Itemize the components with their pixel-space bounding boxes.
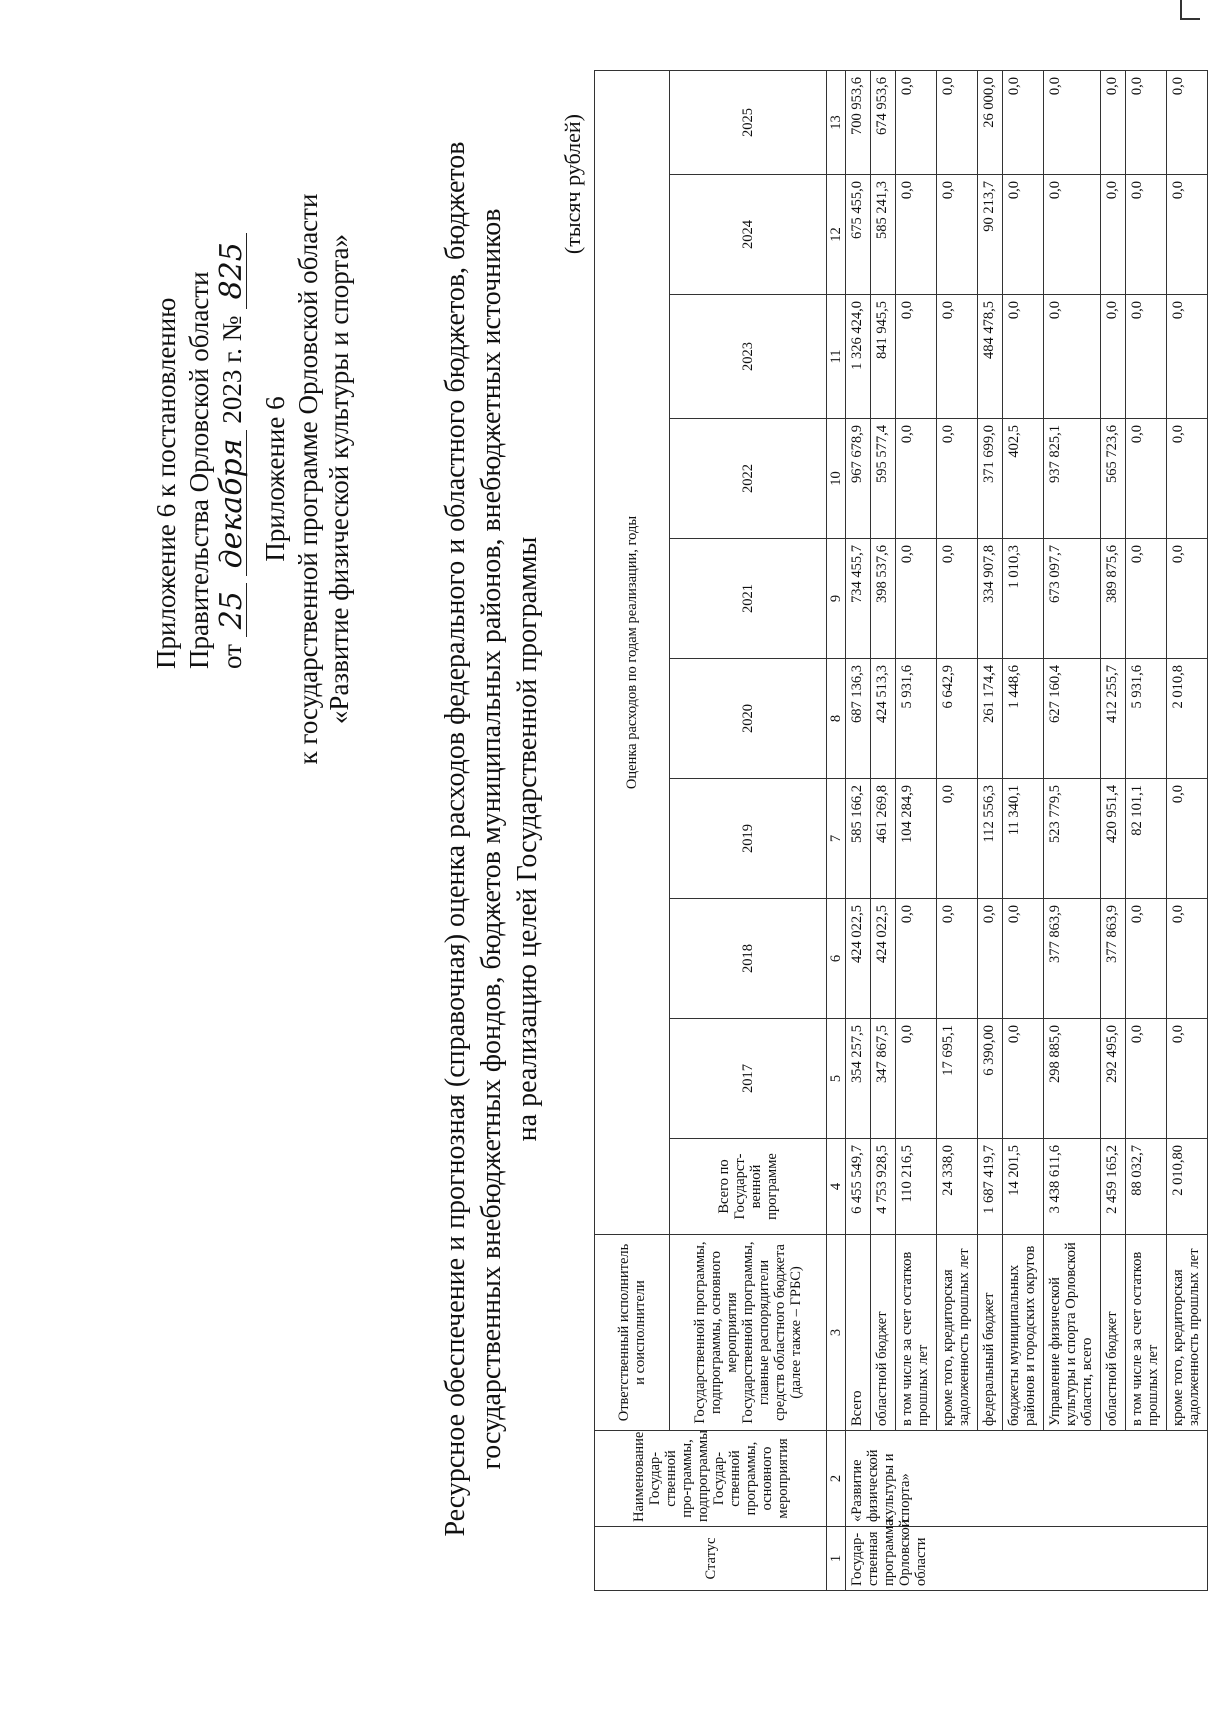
total-cell: 4 753 928,5	[871, 1139, 896, 1235]
header-year-2020: 2020	[670, 659, 827, 779]
page-corner-mark	[1180, 0, 1200, 20]
document-title-line-1: Ресурсное обеспечение и прогнозная (справочная) оценка расходов федерального и областного бюджетов, бюджетов	[440, 141, 471, 1537]
year-value-cell: 0,0	[937, 419, 978, 539]
approval-line-1: Приложение 6 к постановлению	[151, 297, 181, 669]
column-number-row	[827, 70, 846, 1590]
header-total: Всего по Государст-венной программе	[670, 1139, 827, 1235]
year-value-cell: 841 945,5	[871, 295, 896, 419]
year-value-cell: 5 931,6	[896, 659, 937, 779]
year-value-cell: 461 269,8	[871, 779, 896, 899]
document-title-line-2: государственных внебюджетных фондов, бюджетов муниципальных районов, внебюджетных источников	[476, 208, 507, 1470]
year-value-cell: 11 340,1	[1003, 779, 1044, 899]
year-value-cell: 0,0	[896, 419, 937, 539]
year-value-cell: 734 455,7	[846, 539, 871, 659]
header-year-2019: 2019	[670, 779, 827, 899]
year-value-cell: 6 642,9	[937, 659, 978, 779]
header-year-2018: 2018	[670, 899, 827, 1019]
year-value-cell: 0,0	[1167, 899, 1208, 1019]
year-value-cell: 377 863,9	[1101, 899, 1126, 1019]
document-title-line-3: на реализацию целей Государственной программы	[512, 536, 543, 1142]
year-value-cell: 347 867,5	[871, 1019, 896, 1139]
budget-table	[594, 70, 1208, 1591]
column-number: 5	[827, 1019, 846, 1139]
year-value-cell: 0,0	[1126, 899, 1167, 1019]
column-number: 10	[827, 419, 846, 539]
header-status: Статус	[595, 1527, 827, 1591]
year-value-cell: 0,0	[1167, 779, 1208, 899]
year-value-cell: 937 825,1	[1044, 419, 1101, 539]
year-value-cell: 0,0	[1167, 295, 1208, 419]
column-number: 6	[827, 899, 846, 1019]
year-value-cell: 674 953,6	[871, 70, 896, 174]
header-year-2025: 2025	[670, 70, 827, 174]
year-value-cell: 389 875,6	[1101, 539, 1126, 659]
year-value-cell: 0,0	[1167, 175, 1208, 295]
year-value-cell: 398 537,6	[871, 539, 896, 659]
year-value-cell: 700 953,6	[846, 70, 871, 174]
column-number: 9	[827, 539, 846, 659]
total-cell: 2 010,80	[1167, 1139, 1208, 1235]
header-name: Наименование Государ-ственной про-граммы, подпрограммы Государ-ственной программы, основного мероприятия	[595, 1431, 827, 1527]
year-value-cell: 1 448,6	[1003, 659, 1044, 779]
year-value-cell: 0,0	[1126, 539, 1167, 659]
year-value-cell: 0,0	[937, 175, 978, 295]
year-value-cell: 90 213,7	[978, 175, 1003, 295]
total-cell: 110 216,5	[896, 1139, 937, 1235]
year-value-cell: 0,0	[896, 175, 937, 295]
table-row	[978, 70, 1003, 1590]
column-number: 4	[827, 1139, 846, 1235]
year-value-cell: 0,0	[1003, 295, 1044, 419]
year-value-cell: 0,0	[937, 539, 978, 659]
year-value-cell: 104 284,9	[896, 779, 937, 899]
approval-year: 2023 г. №	[217, 315, 247, 424]
table-row	[937, 70, 978, 1590]
year-value-cell: 0,0	[937, 295, 978, 419]
year-value-cell: 0,0	[1003, 1019, 1044, 1139]
year-value-cell: 112 556,3	[978, 779, 1003, 899]
header-grbs: Государственной программы, подпрограммы, основного мероприятия Государственной программы, главные распорядители средств областного бюджета (далее также – ГРБС)	[670, 1235, 827, 1431]
year-value-cell: 371 699,0	[978, 419, 1003, 539]
column-number: 1	[827, 1527, 846, 1591]
column-number: 2	[827, 1431, 846, 1527]
year-value-cell: 0,0	[1101, 175, 1126, 295]
year-value-cell: 687 136,3	[846, 659, 871, 779]
column-number: 11	[827, 295, 846, 419]
year-value-cell: 0,0	[896, 70, 937, 174]
year-value-cell: 0,0	[937, 779, 978, 899]
table-row	[1003, 70, 1044, 1590]
year-value-cell: 967 678,9	[846, 419, 871, 539]
table-row	[896, 70, 937, 1590]
table-row	[871, 70, 896, 1590]
header-year-2024: 2024	[670, 175, 827, 295]
year-value-cell: 0,0	[896, 539, 937, 659]
year-value-cell: 585 241,3	[871, 175, 896, 295]
year-value-cell: 0,0	[1044, 70, 1101, 174]
approval-prefix: от	[217, 644, 247, 669]
table-row	[846, 70, 871, 1590]
total-cell: 2 459 165,2	[1101, 1139, 1126, 1235]
row-label: Всего	[846, 1235, 871, 1431]
year-value-cell: 523 779,5	[1044, 779, 1101, 899]
year-value-cell: 0,0	[896, 1019, 937, 1139]
year-value-cell: 354 257,5	[846, 1019, 871, 1139]
year-value-cell: 627 160,4	[1044, 659, 1101, 779]
year-value-cell: 424 513,3	[871, 659, 896, 779]
table-row	[1044, 70, 1101, 1590]
year-value-cell: 82 101,1	[1126, 779, 1167, 899]
header-year-2022: 2022	[670, 419, 827, 539]
year-value-cell: 334 907,8	[978, 539, 1003, 659]
year-value-cell: 0,0	[1101, 70, 1126, 174]
approval-number: 825	[218, 233, 247, 309]
column-number: 3	[827, 1235, 846, 1431]
budget-table-body	[846, 70, 1208, 1590]
year-value-cell: 0,0	[978, 899, 1003, 1019]
year-value-cell: 0,0	[1003, 70, 1044, 174]
total-cell: 24 338,0	[937, 1139, 978, 1235]
column-number: 12	[827, 175, 846, 295]
year-value-cell: 673 097,7	[1044, 539, 1101, 659]
year-value-cell: 26 000,0	[978, 70, 1003, 174]
year-value-cell: 0,0	[937, 899, 978, 1019]
row-label: в том числе за счет остатков прошлых лет	[1126, 1235, 1167, 1431]
total-cell: 3 438 611,6	[1044, 1139, 1101, 1235]
year-value-cell: 565 723,6	[1101, 419, 1126, 539]
appendix-block	[260, 69, 355, 889]
column-number: 13	[827, 70, 846, 174]
row-label: кроме того, кредиторская задолженность прошлых лет	[1167, 1235, 1208, 1431]
approval-month: декабря	[218, 430, 247, 576]
units-label: (тысяч рублей)	[560, 114, 585, 255]
year-value-cell: 0,0	[1126, 70, 1167, 174]
status-cell: Государ-ственная программа Орловской области	[846, 1527, 1208, 1591]
year-value-cell: 412 255,7	[1101, 659, 1126, 779]
year-value-cell: 1 010,3	[1003, 539, 1044, 659]
year-value-cell: 17 695,1	[937, 1019, 978, 1139]
year-value-cell: 1 326 424,0	[846, 295, 871, 419]
year-value-cell: 377 863,9	[1044, 899, 1101, 1019]
table-row	[1126, 70, 1167, 1590]
row-label: бюджеты муниципальных районов и городских округов	[1003, 1235, 1044, 1431]
year-value-cell: 5 931,6	[1126, 659, 1167, 779]
header-year-2023: 2023	[670, 295, 827, 419]
program-name-cell: «Развитие физической культуры и спорта»	[846, 1431, 1208, 1527]
year-value-cell: 0,0	[1167, 1019, 1208, 1139]
table-row	[1167, 70, 1208, 1590]
approval-block	[150, 109, 249, 669]
year-value-cell: 6 390,00	[978, 1019, 1003, 1139]
year-value-cell: 424 022,5	[846, 899, 871, 1019]
year-value-cell: 0,0	[937, 70, 978, 174]
row-label: кроме того, кредиторская задолженность прошлых лет	[937, 1235, 978, 1431]
year-value-cell: 0,0	[1044, 295, 1101, 419]
total-cell: 1 687 419,7	[978, 1139, 1003, 1235]
year-value-cell: 0,0	[1126, 295, 1167, 419]
column-number: 7	[827, 779, 846, 899]
header-estimate-group: Оценка расходов по годам реализации, годы	[595, 70, 670, 1234]
year-value-cell: 0,0	[1126, 175, 1167, 295]
year-value-cell: 0,0	[1167, 419, 1208, 539]
year-value-cell: 2 010,8	[1167, 659, 1208, 779]
year-value-cell: 0,0	[1003, 175, 1044, 295]
year-value-cell: 0,0	[1167, 70, 1208, 174]
year-value-cell: 595 577,4	[871, 419, 896, 539]
row-label: в том числе за счет остатков прошлых лет	[896, 1235, 937, 1431]
year-value-cell: 292 495,0	[1101, 1019, 1126, 1139]
year-value-cell: 424 022,5	[871, 899, 896, 1019]
appendix-title: Приложение 6	[260, 396, 290, 562]
year-value-cell: 675 455,0	[846, 175, 871, 295]
document-title	[438, 129, 546, 1549]
appendix-line-2: «Развитие физической культуры и спорта»	[324, 233, 354, 725]
year-value-cell: 0,0	[896, 899, 937, 1019]
row-label: федеральный бюджет	[978, 1235, 1003, 1431]
year-value-cell: 298 885,0	[1044, 1019, 1101, 1139]
row-label: Управление физической культуры и спорта Орловской области, всего	[1044, 1235, 1101, 1431]
year-value-cell: 420 951,4	[1101, 779, 1126, 899]
header-executor: Ответственный исполнитель и соисполнители	[595, 1235, 670, 1431]
year-value-cell: 0,0	[1126, 1019, 1167, 1139]
header-year-2017: 2017	[670, 1019, 827, 1139]
total-cell: 88 032,7	[1126, 1139, 1167, 1235]
year-value-cell: 0,0	[1101, 295, 1126, 419]
approval-line-2: Правительства Орловской области	[184, 271, 214, 669]
total-cell: 14 201,5	[1003, 1139, 1044, 1235]
year-value-cell: 402,5	[1003, 419, 1044, 539]
row-label: областной бюджет	[1101, 1235, 1126, 1431]
year-value-cell: 0,0	[1126, 419, 1167, 539]
approval-day: 25	[218, 583, 247, 637]
row-label: областной бюджет	[871, 1235, 896, 1431]
year-value-cell: 261 174,4	[978, 659, 1003, 779]
year-value-cell: 484 478,5	[978, 295, 1003, 419]
appendix-line-1: к государственной программе Орловской области	[293, 193, 323, 765]
table-row	[1101, 70, 1126, 1590]
column-number: 8	[827, 659, 846, 779]
year-value-cell: 0,0	[1044, 175, 1101, 295]
year-value-cell: 585 166,2	[846, 779, 871, 899]
year-value-cell: 0,0	[896, 295, 937, 419]
year-value-cell: 0,0	[1003, 899, 1044, 1019]
year-value-cell: 0,0	[1167, 539, 1208, 659]
total-cell: 6 455 549,7	[846, 1139, 871, 1235]
approval-date-line	[216, 109, 249, 669]
header-year-2021: 2021	[670, 539, 827, 659]
